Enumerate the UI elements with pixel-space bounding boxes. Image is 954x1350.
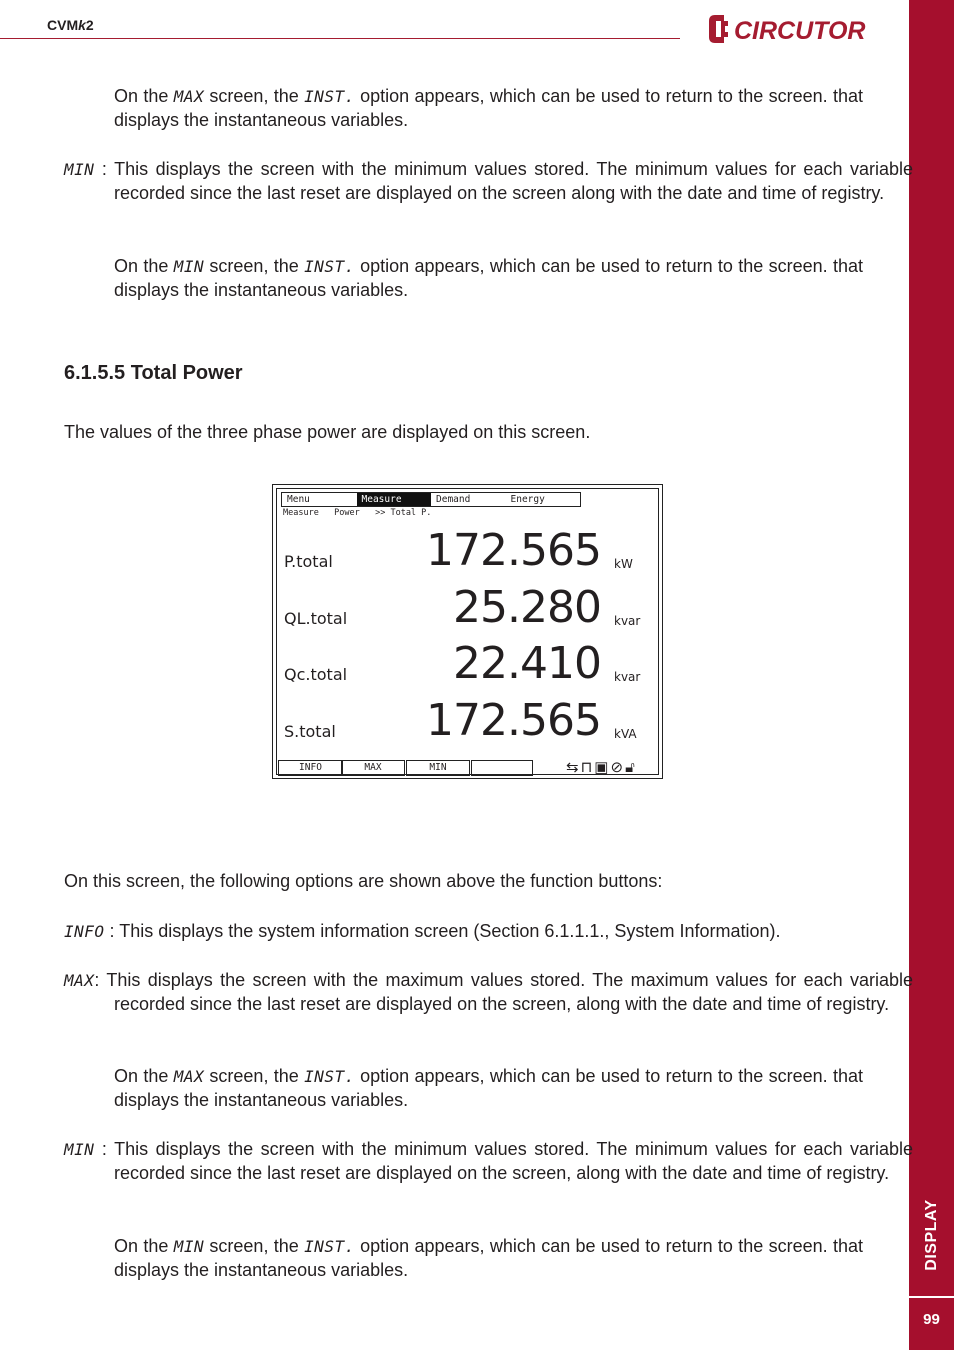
section-intro: The values of the three phase power are displayed on this screen. — [64, 422, 591, 442]
lcd-menu-bar — [281, 492, 581, 507]
document-model: CVMk2 — [47, 17, 94, 33]
tariff-icon: ▣ — [594, 759, 609, 776]
min-screen-note: On the MIN screen, the INST. option appears, which can be used to return to the screen. that displays the instantaneous variables. — [114, 1236, 863, 1280]
page-number: 99 — [923, 1311, 940, 1328]
info-definition: INFO : This displays the system information screen (Section 6.1.1.1., System Information). — [64, 921, 781, 941]
swap-arrows-icon: ⇆ — [566, 759, 579, 776]
page-number-separator — [909, 1296, 954, 1298]
min-definition-top: MIN : This displays the screen with the minimum values stored. The minimum values for each variable recorded since the last reset are displayed on the screen along with the date and time of registry. — [64, 159, 913, 203]
lcd-status-icons — [566, 759, 635, 777]
min-screen-note-top: On the MIN screen, the INST. option appears, which can be used to return to the screen. that displays the instantaneous variables. — [114, 256, 863, 300]
lcd-max-button: MAX — [341, 760, 405, 776]
chapter-tab — [909, 0, 954, 1350]
lcd-row-p-total: P.total 172.565 kW — [284, 525, 633, 576]
min-definition: MIN : This displays the screen with the minimum values stored. The minimum values for each variable recorded since the last reset are displayed on the screen, along with the date and time of registry. — [64, 1139, 913, 1183]
lcd-menu-menu: Menu — [287, 494, 310, 505]
lcd-row-s-total: S.total 172.565 kVA — [284, 695, 637, 746]
lcd-breadcrumb: Measure Power >> Total P. — [283, 508, 432, 518]
lock-icon: 🔓︎ — [625, 759, 635, 776]
lcd-info-button: INFO — [278, 760, 343, 776]
lcd-screen-figure — [272, 484, 663, 779]
lcd-menu-demand: Demand — [436, 494, 471, 505]
phase-icon: ⊓ — [580, 759, 593, 776]
lcd-menu-measure: Measure — [357, 493, 432, 506]
max-screen-note: On the MAX screen, the INST. option appears, which can be used to return to the screen. that displays the instantaneous variables. — [114, 1066, 863, 1110]
circutor-logo — [706, 12, 886, 46]
lcd-blank-button — [471, 760, 533, 776]
section-heading: 6.1.5.5 Total Power — [64, 362, 243, 384]
max-definition: MAX: This displays the screen with the maximum values stored. The maximum values for each variable recorded since the last reset are displayed on the screen, along with the date and time of registry. — [64, 970, 913, 1014]
lcd-row-qc-total: Qc.total 22.410 kvar — [284, 638, 641, 689]
options-intro: On this screen, the following options are shown above the function buttons: — [64, 871, 663, 891]
header-rule — [0, 38, 680, 39]
lcd-row-ql-total: QL.total 25.280 kvar — [284, 582, 641, 633]
lcd-min-button: MIN — [406, 760, 470, 776]
rotation-icon: ⊘ — [610, 759, 624, 776]
svg-text:CIRCUTOR: CIRCUTOR — [734, 17, 866, 45]
lcd-menu-energy: Energy — [510, 494, 545, 505]
chapter-label: DISPLAY — [922, 1199, 940, 1271]
max-screen-note-top: On the MAX screen, the INST. option appears, which can be used to return to the screen. that displays the instantaneous variables. — [114, 86, 863, 130]
